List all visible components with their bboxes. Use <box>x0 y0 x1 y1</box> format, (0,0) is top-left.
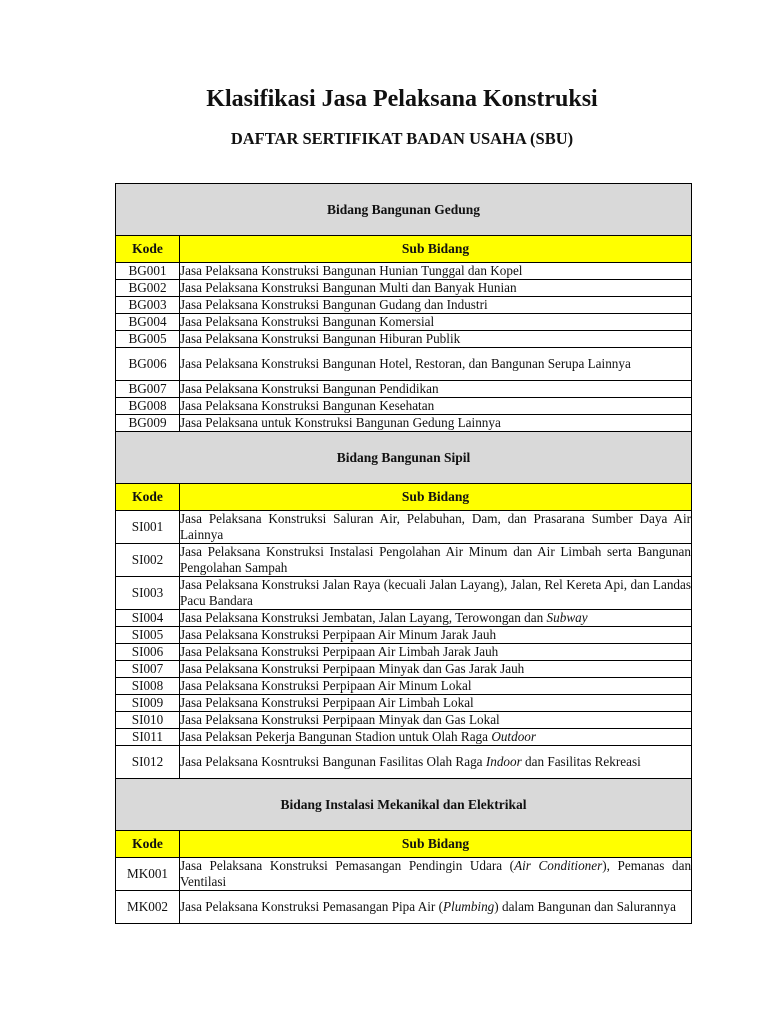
row-code: SI002 <box>116 544 180 577</box>
section-row <box>116 779 692 831</box>
table-row <box>116 729 692 746</box>
table-row <box>116 263 692 280</box>
sbu-table <box>115 183 692 924</box>
row-code: BG002 <box>116 280 180 297</box>
row-description <box>180 297 692 314</box>
row-code: BG001 <box>116 263 180 280</box>
table-row <box>116 280 692 297</box>
table-row <box>116 695 692 712</box>
description-text: Jasa Pelaksana Konstruksi Jembatan, Jalan Layang, Terowongan dan <box>180 610 547 625</box>
row-description <box>180 331 692 348</box>
table-row <box>116 381 692 398</box>
row-description <box>180 314 692 331</box>
column-header-kode: Kode <box>116 484 180 511</box>
description-italic: Outdoor <box>491 729 537 744</box>
column-header-row <box>116 236 692 263</box>
table-row <box>116 415 692 432</box>
row-code: SI011 <box>116 729 180 746</box>
description-text: Jasa Pelaksana Konstruksi Bangunan Hotel, Restoran, dan Bangunan Serupa Lainnya <box>180 356 631 371</box>
row-code: BG009 <box>116 415 180 432</box>
description-text: Jasa Pelaksana Konstruksi Perpipaan Air Minum Lokal <box>180 678 472 693</box>
description-italic: Air Conditioner <box>514 858 603 873</box>
row-description <box>180 644 692 661</box>
description-text: Jasa Pelaksana untuk Konstruksi Bangunan Gedung Lainnya <box>180 415 501 430</box>
row-description <box>180 263 692 280</box>
description-text: Jasa Pelaksana Konstruksi Bangunan Hiburan Publik <box>180 331 461 346</box>
row-code: SI008 <box>116 678 180 695</box>
row-description <box>180 415 692 432</box>
page-title: Klasifikasi Jasa Pelaksana Konstruksi <box>206 86 598 112</box>
table-row <box>116 858 692 891</box>
section-title: Bidang Instalasi Mekanikal dan Elektrikal <box>116 779 692 831</box>
row-code: SI010 <box>116 712 180 729</box>
description-text-after: ), Pemanas dan Ventilasi <box>180 858 692 889</box>
description-italic: Plumbing <box>442 899 495 914</box>
row-code: MK002 <box>116 891 180 924</box>
row-code: BG007 <box>116 381 180 398</box>
description-text: Jasa Pelaksana Konstruksi Jalan Raya (kecuali Jalan Layang), Jalan, Rel Kereta Api, dan Landas Pacu Bandara <box>180 577 692 608</box>
page-subtitle: DAFTAR SERTIFIKAT BADAN USAHA (SBU) <box>230 129 574 148</box>
row-description <box>180 729 692 746</box>
row-description <box>180 661 692 678</box>
row-description <box>180 858 692 891</box>
row-description <box>180 511 692 544</box>
row-description <box>180 746 692 779</box>
table-row <box>116 746 692 779</box>
table-row <box>116 511 692 544</box>
description-text-after: ) dalam Bangunan dan Salurannya <box>494 899 676 914</box>
description-text: Jasa Pelaksana Konstruksi Perpipaan Air Minum Jarak Jauh <box>180 627 497 642</box>
row-description <box>180 695 692 712</box>
row-description <box>180 577 692 610</box>
section-row <box>116 432 692 484</box>
table-row <box>116 627 692 644</box>
description-text: Jasa Pelaksana Konstruksi Bangunan Hunian Tunggal dan Kopel <box>180 263 523 278</box>
description-italic: Subway <box>546 610 588 625</box>
description-text: Jasa Pelaksana Konstruksi Bangunan Kesehatan <box>180 398 435 413</box>
table-row <box>116 610 692 627</box>
column-header-sub-bidang: Sub Bidang <box>180 484 692 511</box>
row-code: SI009 <box>116 695 180 712</box>
description-text: Jasa Pelaksana Konstruksi Bangunan Pendidikan <box>180 381 439 396</box>
row-code: BG004 <box>116 314 180 331</box>
description-text: Jasa Pelaksana Kosntruksi Bangunan Fasilitas Olah Raga <box>180 754 486 769</box>
row-description <box>180 398 692 415</box>
table-row <box>116 644 692 661</box>
description-text: Jasa Pelaksana Konstruksi Instalasi Pengolahan Air Minum dan Air Limbah serta Bangunan Pengolahan Sampah <box>180 544 692 575</box>
row-code: SI012 <box>116 746 180 779</box>
table-row <box>116 678 692 695</box>
description-text: Jasa Pelaksana Konstruksi Bangunan Multi dan Banyak Hunian <box>180 280 517 295</box>
column-header-sub-bidang: Sub Bidang <box>180 831 692 858</box>
table-row <box>116 544 692 577</box>
table-row <box>116 314 692 331</box>
column-header-kode: Kode <box>116 236 180 263</box>
row-code: BG003 <box>116 297 180 314</box>
description-text: Jasa Pelaksana Konstruksi Perpipaan Minyak dan Gas Lokal <box>180 712 500 727</box>
row-code: SI001 <box>116 511 180 544</box>
table-row <box>116 577 692 610</box>
row-code: BG008 <box>116 398 180 415</box>
description-text: Jasa Pelaksana Konstruksi Pemasangan Pipa Air ( <box>180 899 443 914</box>
description-text: Jasa Pelaksana Konstruksi Bangunan Komersial <box>180 314 435 329</box>
row-code: MK001 <box>116 858 180 891</box>
description-text: Jasa Pelaksana Konstruksi Bangunan Gudang dan Industri <box>180 297 488 312</box>
row-code: SI006 <box>116 644 180 661</box>
row-description <box>180 678 692 695</box>
row-code: SI007 <box>116 661 180 678</box>
description-text: Jasa Pelaksana Konstruksi Saluran Air, Pelabuhan, Dam, dan Prasarana Sumber Daya Air Lainnya <box>180 511 692 542</box>
row-description <box>180 381 692 398</box>
row-description <box>180 280 692 297</box>
row-code: SI004 <box>116 610 180 627</box>
row-description <box>180 610 692 627</box>
column-header-kode: Kode <box>116 831 180 858</box>
row-code: SI003 <box>116 577 180 610</box>
table-row <box>116 661 692 678</box>
table-row <box>116 348 692 381</box>
section-row <box>116 184 692 236</box>
table-row <box>116 297 692 314</box>
description-text: Jasa Pelaksana Konstruksi Perpipaan Air Limbah Lokal <box>180 695 474 710</box>
description-text: Jasa Pelaksan Pekerja Bangunan Stadion untuk Olah Raga <box>180 729 492 744</box>
description-text: Jasa Pelaksana Konstruksi Pemasangan Pendingin Udara ( <box>180 858 515 873</box>
table-row <box>116 712 692 729</box>
row-code: SI005 <box>116 627 180 644</box>
table-row <box>116 398 692 415</box>
row-code: BG006 <box>116 348 180 381</box>
row-code: BG005 <box>116 331 180 348</box>
section-title: Bidang Bangunan Gedung <box>116 184 692 236</box>
table-row <box>116 331 692 348</box>
column-header-row <box>116 484 692 511</box>
table-row <box>116 891 692 924</box>
description-text-after: dan Fasilitas Rekreasi <box>521 754 641 769</box>
description-text: Jasa Pelaksana Konstruksi Perpipaan Air Limbah Jarak Jauh <box>180 644 499 659</box>
row-description <box>180 891 692 924</box>
description-italic: Indoor <box>485 754 522 769</box>
section-title: Bidang Bangunan Sipil <box>116 432 692 484</box>
column-header-sub-bidang: Sub Bidang <box>180 236 692 263</box>
row-description <box>180 348 692 381</box>
description-text: Jasa Pelaksana Konstruksi Perpipaan Minyak dan Gas Jarak Jauh <box>180 661 525 676</box>
row-description <box>180 712 692 729</box>
column-header-row <box>116 831 692 858</box>
row-description <box>180 544 692 577</box>
row-description <box>180 627 692 644</box>
